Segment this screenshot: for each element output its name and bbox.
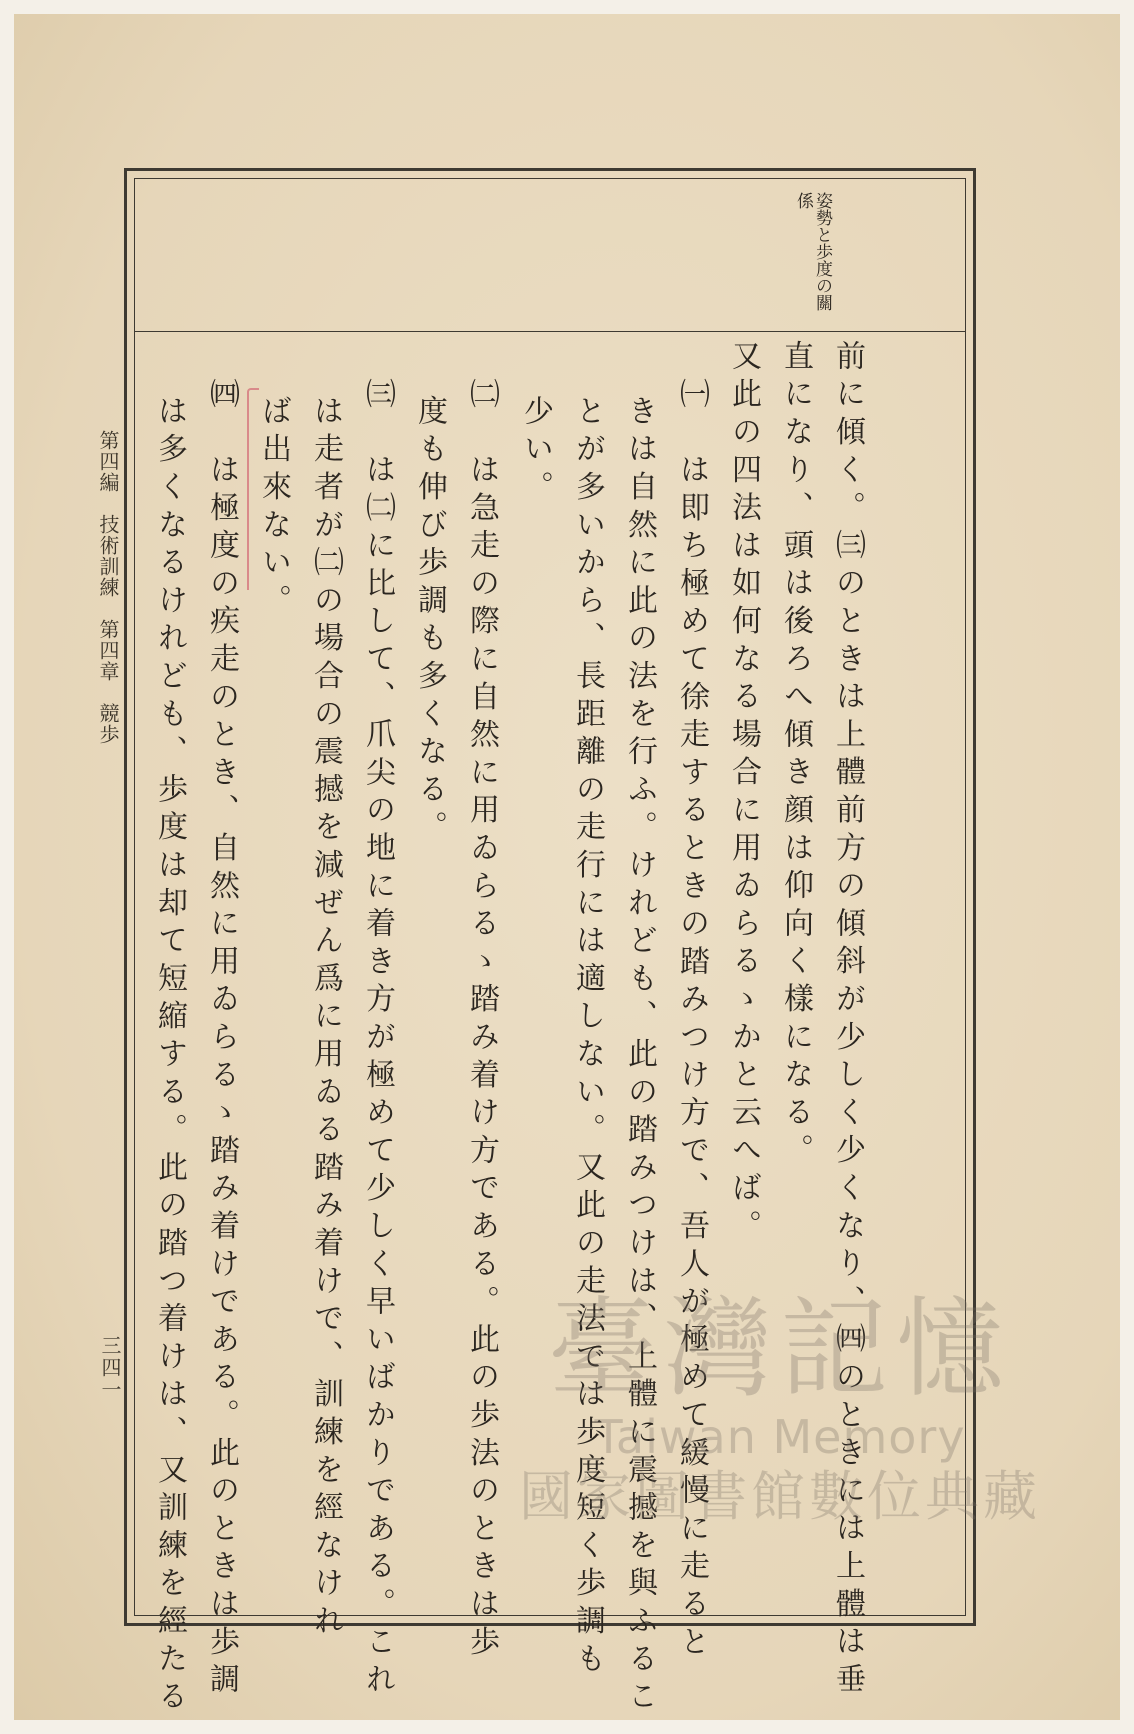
running-head: 第四編 技術訓練 第四章 競歩 (96, 430, 120, 745)
body-column: は走者が㈡の場合の震撼を減ぜん爲に用ゐる踏み着けで、訓練を經なけれ (308, 395, 343, 1643)
body-column: 直になり、頭は後ろへ傾き顔は仰向く樣になる。 (778, 340, 813, 1172)
page-number: 三四一 (98, 1335, 122, 1401)
body-column: 少い。 (518, 395, 553, 509)
body-column: 又此の四法は如何なる場合に用ゐらるゝかと云へば。 (726, 340, 761, 1248)
red-pencil-mark (247, 388, 259, 590)
header-rule (134, 331, 966, 332)
body-column: ば出來ない。 (256, 395, 291, 622)
watermark-logo-text: 臺灣記憶 (547, 1287, 1012, 1412)
body-column: きは自然に此の法を行ふ。けれども、此の踏みつけは、上體に震撼を與ふるこ (622, 395, 657, 1718)
body-column: ㈣ は極度の疾走のとき、自然に用ゐらるゝ踏み着けである。此のときは歩調 (204, 378, 239, 1701)
body-column: 前に傾く。㈢のときは上體前方の傾斜が少しく少くなり、㈣のときには上體は垂 (830, 340, 865, 1701)
body-column: とが多いから、長距離の走行には適しない。又此の走法では歩度短く歩調も (570, 395, 605, 1681)
watermark (500, 1287, 1060, 1620)
body-column: ㈡ は急走の際に自然に用ゐらるゝ踏み着け方である。此の歩法のときは歩 (464, 378, 499, 1664)
body-column: 度も伸び歩調も多くなる。 (412, 395, 447, 849)
body-column: ㈢ は㈡に比して、爪尖の地に着き方が極めて少しく早いばかりである。これ (360, 378, 395, 1701)
watermark-library: 國家圖書館數位典藏 (519, 1465, 1041, 1528)
body-column: は多くなるけれども、歩度は却て短縮する。此の踏つ着けは、又訓練を經たる (152, 395, 187, 1718)
body-column: ㈠ は即ち極めて徐走するときの踏みつけ方で、吾人が極めて緩慢に走ると (674, 378, 709, 1664)
margin-note: 姿勢と歩度の關係 (793, 192, 832, 311)
watermark-english: Taiwan Memory (594, 1410, 966, 1464)
